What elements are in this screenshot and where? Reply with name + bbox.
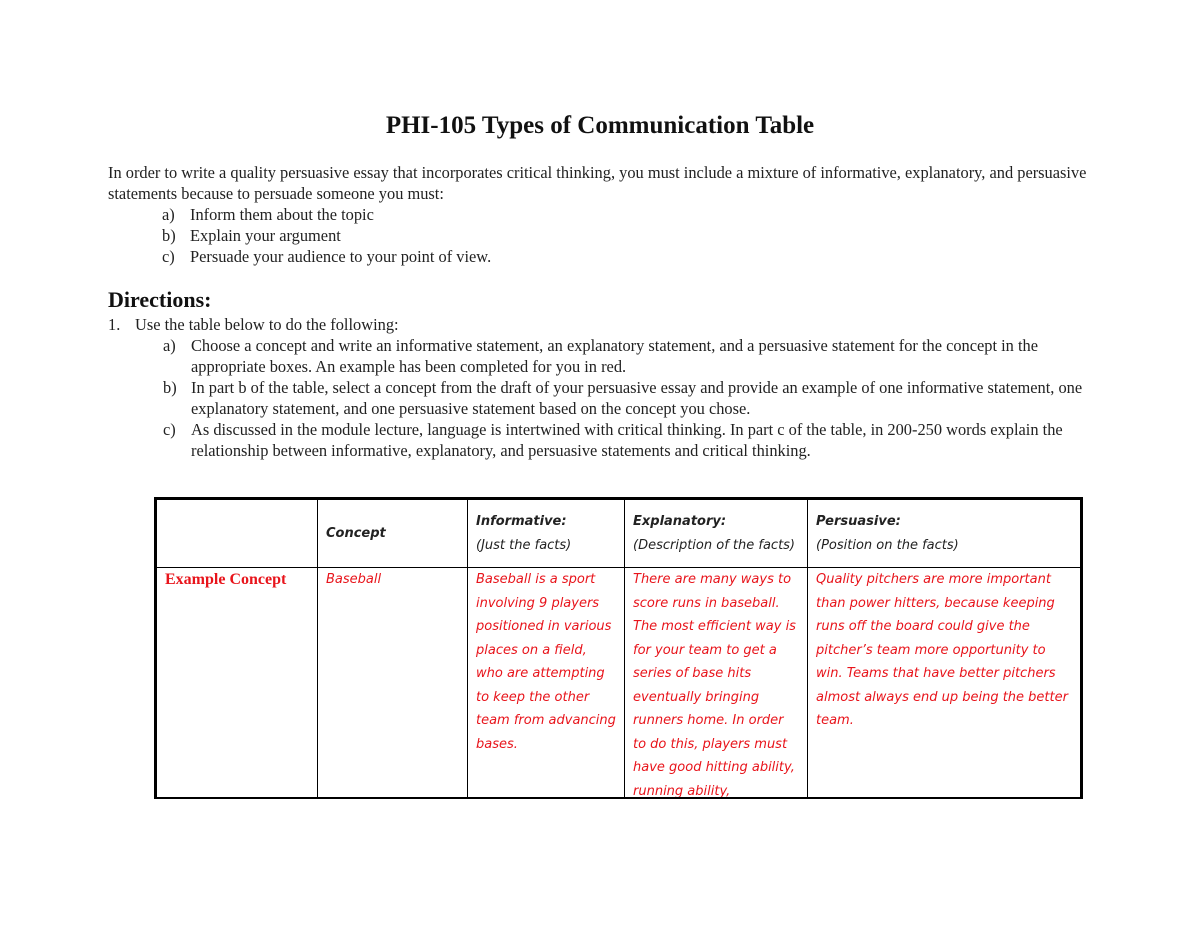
list-marker: b) (163, 378, 177, 397)
example-persuasive-cell: Quality pitchers are more important than power hitters, because keeping runs off the board could give the pitcher’s team more opportunity to win. Teams that have better pitchers almost always end up being the better team. (808, 568, 1081, 800)
list-marker: a) (163, 336, 176, 355)
list-text: Inform them about the topic (190, 205, 374, 224)
directions-heading: Directions: (108, 287, 212, 312)
header-explanatory-sub: (Description of the facts) (633, 537, 796, 553)
table (156, 499, 1081, 799)
list-item (162, 225, 1098, 246)
list-item (163, 377, 1098, 419)
header-persuasive: Persuasive: (816, 514, 901, 529)
table-row (157, 568, 1081, 800)
page-title: PHI-105 Types of Communication Table (385, 112, 815, 139)
header-cell-concept (318, 500, 468, 568)
list-text: Choose a concept and write an informative statement, an explanatory statement, and a persuasive statement for the concept in the appropriate boxes. An example has been completed for you in red. (191, 336, 1038, 376)
list-item (163, 419, 1098, 461)
communication-table (154, 497, 1083, 799)
example-concept-label: Example Concept (157, 568, 318, 800)
step-number: 1. (108, 315, 121, 334)
directions-section (108, 314, 1098, 461)
list-item (163, 335, 1098, 377)
header-informative-sub: (Just the facts) (476, 537, 572, 553)
directions-list (108, 335, 1098, 461)
list-text: Explain your argument (190, 226, 341, 245)
example-explanatory-cell: There are many ways to score runs in baseball. The most efficient way is for your team to get a series of base hits eventually bringing runners home. In order to do this, players must have good hitting ability, running ability, (625, 568, 808, 800)
list-marker: c) (162, 247, 175, 266)
list-item (162, 246, 1098, 267)
list-text: In part b of the table, select a concept from the draft of your persuasive essay and provide an example of one informative statement, one explanatory statement, and one persuasive statement based on the concept you chose. (191, 378, 1083, 418)
list-marker: a) (162, 205, 175, 224)
intro-paragraph: In order to write a quality persuasive essay that incorporates critical thinking, you must include a mixture of informative, explanatory, and persuasive statements because to persuade someone you must: (108, 163, 1087, 203)
header-cell-empty (157, 500, 318, 568)
list-marker: b) (162, 226, 176, 245)
header-concept: Concept (326, 525, 386, 541)
list-marker: c) (163, 420, 176, 439)
header-cell-informative (468, 500, 625, 568)
intro-section (108, 162, 1098, 267)
table-header-row (157, 500, 1081, 568)
direction-step (108, 314, 1098, 335)
intro-list (108, 204, 1098, 267)
header-cell-explanatory (625, 500, 808, 568)
step-text: Use the table below to do the following: (135, 315, 399, 334)
header-explanatory: Explanatory: (633, 514, 727, 529)
list-text: As discussed in the module lecture, language is intertwined with critical thinking. In part c of the table, in 200-250 words explain the relationship between informative, explanatory, and persuasive statements and critical thinking. (191, 420, 1063, 460)
list-item (162, 204, 1098, 225)
header-informative: Informative: (476, 514, 567, 529)
example-informative-cell: Baseball is a sport involving 9 players positioned in various places on a field, who are attempting to keep the other team from advancing bases. (468, 568, 625, 800)
header-cell-persuasive (808, 500, 1081, 568)
list-text: Persuade your audience to your point of view. (190, 247, 492, 266)
header-persuasive-sub: (Position on the facts) (816, 537, 959, 553)
example-concept-cell: Baseball (318, 568, 468, 800)
